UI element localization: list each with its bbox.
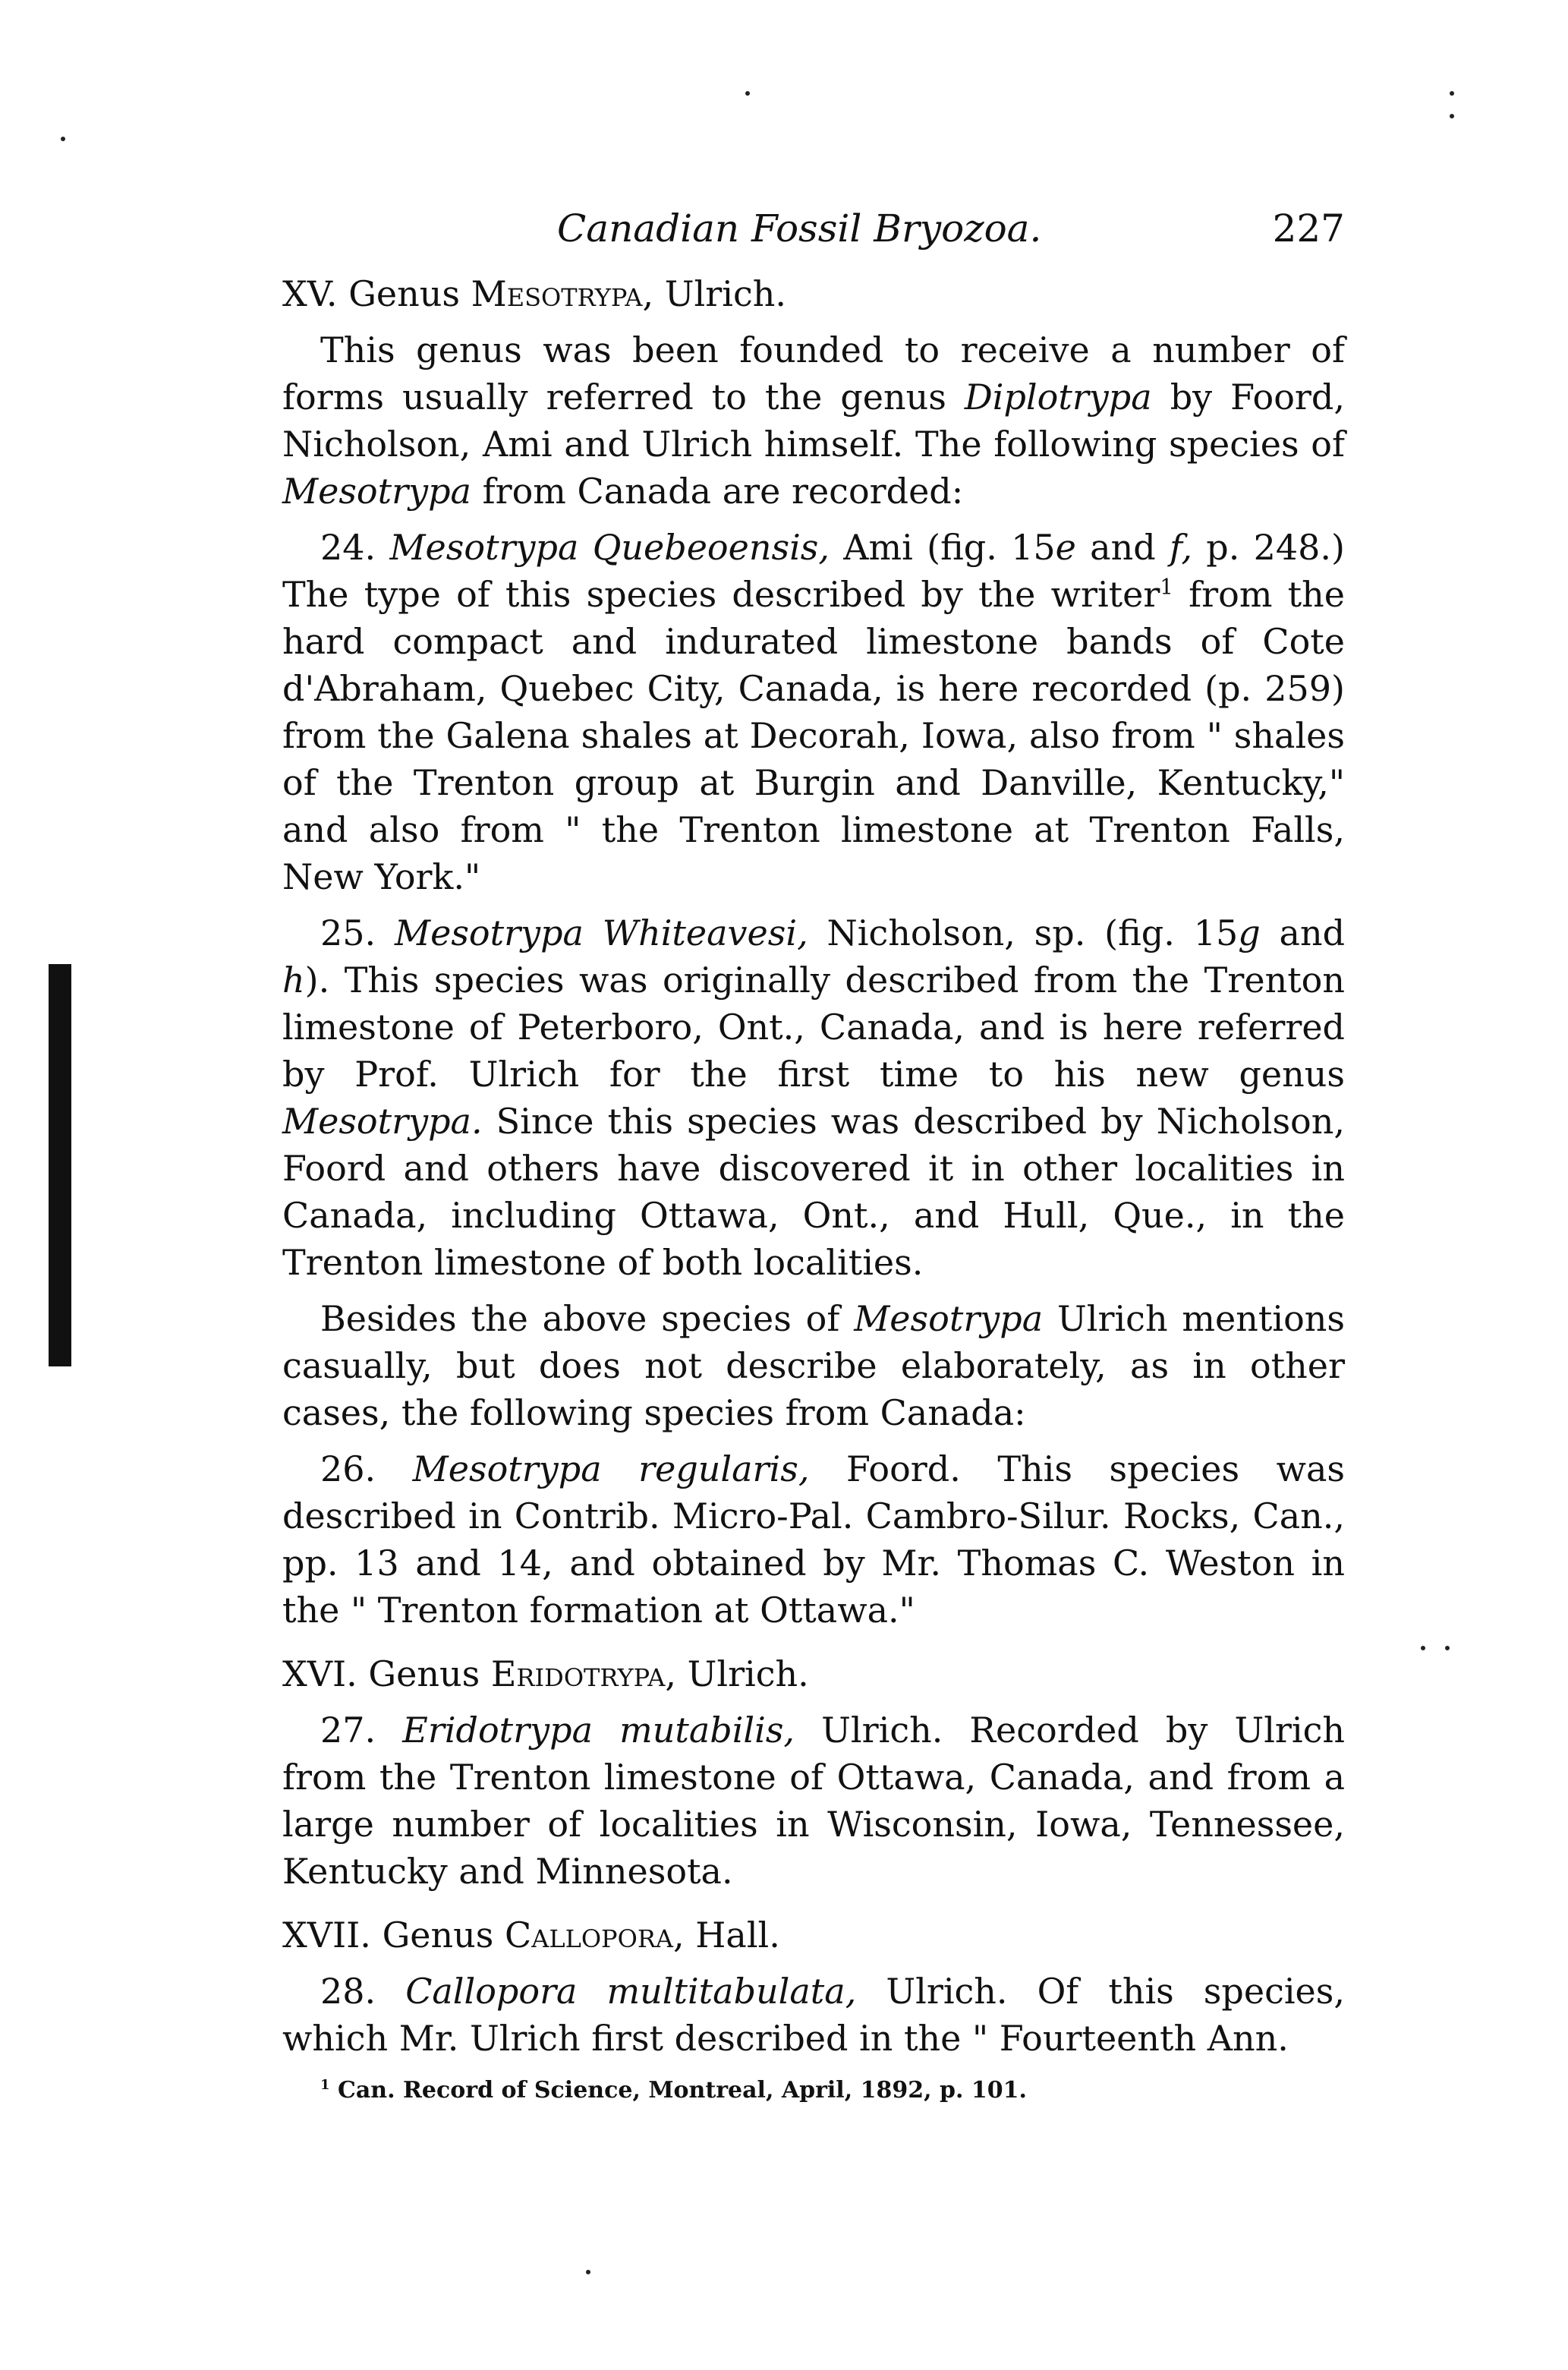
footnote-ref[interactable]: 1 [1160,574,1173,600]
section-numeral: XVI. [282,1653,357,1694]
besides-text: Besides the above species of [320,1298,855,1339]
entry-taxon: Callopora multitabulata, [405,1971,857,2012]
entry-number: 26. [320,1448,376,1489]
entry-taxon-2: Mesotrypa. [282,1101,483,1142]
fig-letter: h [282,960,305,1001]
entry-text: Ulrich. Of this species, which Mr. Ulrich first described in the " Fourteenth Ann. [282,1971,1345,2059]
entry-text: Foord. This species was described in Contrib. Micro-Pal. Cambro-Silur. Rocks, Can., pp. 13 and 14, and obtained by Mr. Thomas C. Weston in the " Trenton formation at Ottawa." [282,1448,1345,1631]
entry-taxon: Mesotrypa Quebeoensis, [389,527,830,568]
species-entry-27 [282,1707,1345,1895]
intro-text-cont: by Foord, Nicholson, Ami and Ulrich himself. The following species of [282,377,1345,465]
entry-number: 25. [320,912,376,953]
scan-speck [586,2270,590,2274]
genus-word: Genus [368,1653,480,1694]
besides-text-cont: Ulrich mentions casually, but does not describe elaborately, as in other cases, the following species from Canada: [282,1298,1346,1433]
fig-letter: g [1238,912,1261,953]
entry-author: Nicholson, sp. (fig. 15 [808,912,1239,953]
species-entry-24 [282,524,1345,900]
intro-text-end: from Canada are recorded: [471,471,964,512]
entry-author: Ami (fig. 15 [830,527,1056,568]
genus-name: Mesotrypa [471,273,643,314]
intro-taxon: Diplotrypa [964,377,1152,418]
genus-name: Eridotrypa [490,1653,666,1694]
entry-taxon: Mesotrypa Whiteavesi, [395,912,808,953]
entry-text: p. 248.) The type of this species described by the writer [282,527,1345,615]
scan-speck [1421,1646,1425,1650]
fig-letter: e [1055,527,1076,568]
entry-number: 24. [320,527,376,568]
genus-author: , Ulrich. [642,273,786,314]
species-entry-28 [282,1968,1345,2062]
scan-speck [61,137,65,141]
section-numeral: XV. [282,273,338,314]
section-heading-xv [282,270,1345,317]
fig-letter: f, [1169,527,1192,568]
species-entry-26 [282,1445,1345,1634]
scan-speck [1450,114,1454,118]
section-heading-xvi [282,1650,1345,1697]
entry-text: Ulrich. Recorded by Ulrich from the Trenton limestone of Ottawa, Canada, and from a large number of localities in Wisconsin, Iowa, Tennessee, Kentucky and Minnesota. [282,1710,1346,1892]
entry-text: from the hard compact and indurated limestone bands of Cote d'Abraham, Quebec City, Canada, is here recorded (p. 259) from the Galena shales at Decorah, Iowa, also from " shales of the Trenton group at Burgin and Danville, Kentucky," and also from " the Trenton limestone at Trenton Falls, New York." [282,574,1345,897]
footnote-mark: 1 [320,2077,330,2093]
intro-taxon-2: Mesotrypa [282,471,471,512]
entry-number: 28. [320,1971,376,2012]
entry-number: 27. [320,1710,376,1751]
running-header [282,205,1345,270]
entry-taxon: Eridotrypa mutabilis, [402,1710,795,1751]
entry-text: ). This species was originally described from the Trenton limestone of Peterboro, Ont., Canada, and is here referred by Prof. Ulrich for the first time to his new genus [282,960,1345,1095]
genus-intro-paragraph [282,326,1345,515]
besides-paragraph [282,1295,1345,1436]
entry-text: Since this species was described by Nicholson, Foord and others have discovered it in other localities in Canada, including Ottawa, Ont., and Hull, Que., in the Trenton limestone of both localities. [282,1101,1345,1283]
entry-text: and [1260,912,1346,953]
running-title: Canadian Fossil Bryozoa. [557,206,1042,251]
footnote [282,2075,1345,2106]
scan-speck [1445,1646,1450,1650]
genus-word: Genus [348,273,461,314]
page-number: 227 [1272,206,1345,251]
genus-word: Genus [382,1915,494,1956]
margin-scan-mark [49,964,71,1366]
scan-speck [745,91,750,96]
besides-taxon: Mesotrypa [854,1298,1044,1339]
section-heading-xvii [282,1911,1345,1959]
entry-taxon: Mesotrypa regularis, [412,1448,810,1489]
page-body [282,205,1345,2106]
genus-name: Callopora [505,1915,674,1956]
genus-author: , Hall. [673,1915,780,1956]
intro-text: This genus was been founded to receive a number of forms usually referred to the genus [282,329,1345,418]
genus-author: , Ulrich. [665,1653,809,1694]
entry-text: and [1075,527,1170,568]
footnote-text: Can. Record of Science, Montreal, April, 1892, p. 101. [329,2077,1027,2104]
section-numeral: XVII. [282,1915,371,1956]
scan-speck [1450,91,1454,96]
species-entry-25 [282,909,1345,1286]
